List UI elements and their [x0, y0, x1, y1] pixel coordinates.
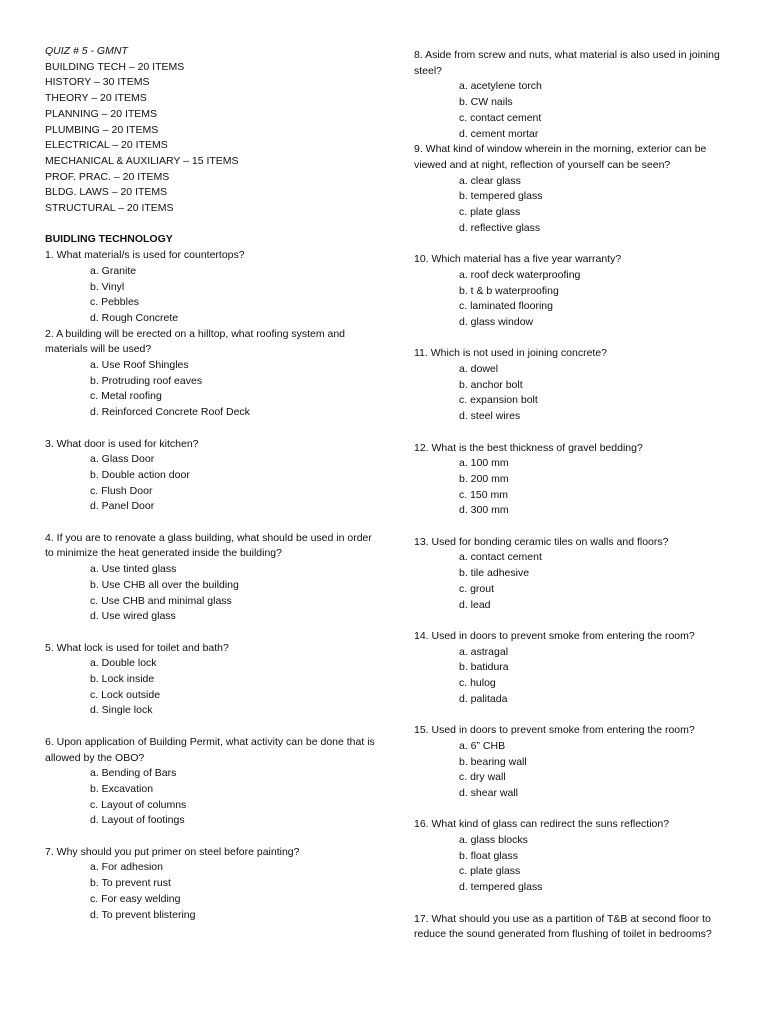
answer-option: b. To prevent rust [90, 877, 171, 890]
question-block [45, 845, 375, 924]
category-line: STRUCTURAL – 20 ITEMS [45, 202, 174, 215]
answer-option: c. Flush Door [90, 484, 153, 497]
answer-option: c. contact cement [459, 111, 542, 124]
question-text: 1. What material/s is used for countertops? [45, 249, 245, 262]
answer-option: a. acetylene torch [459, 80, 542, 93]
question-text: 6. Upon application of Building Permit, what activity can be done that is allowed by the OBO? [45, 735, 375, 764]
question-text: 8. Aside from screw and nuts, what material is also used in joining steel? [414, 49, 720, 77]
question-block [414, 629, 734, 708]
question-text: 14. Used in doors to prevent smoke from entering the room? [414, 629, 695, 642]
answer-option: d. shear wall [459, 786, 518, 799]
question-block [414, 346, 734, 425]
answer-option: b. batidura [459, 661, 509, 674]
answer-option: d. steel wires [459, 410, 521, 423]
question-block [414, 48, 734, 142]
question-text: 17. What should you use as a partition of T&B at second floor to reduce the sound generated from flushing of toilet in bedrooms? [414, 912, 712, 941]
answer-option: d. Panel Door [90, 500, 155, 513]
answer-option: d. lead [459, 598, 491, 611]
question-block [414, 723, 734, 802]
question-block [414, 142, 734, 236]
question-block [45, 531, 375, 625]
answer-option: b. Protruding roof eaves [90, 374, 203, 387]
answer-option: c. laminated flooring [459, 300, 553, 313]
answer-option: a. Glass Door [90, 453, 155, 466]
question-block [45, 437, 375, 516]
answer-option: a. glass blocks [459, 834, 528, 847]
answer-option: a. contact cement [459, 551, 542, 564]
category-line: BLDG. LAWS – 20 ITEMS [45, 186, 168, 199]
question-block [45, 735, 375, 829]
answer-option: a. Use Roof Shingles [90, 359, 189, 372]
answer-option: c. Metal roofing [90, 390, 162, 403]
answer-option: d. cement mortar [459, 127, 539, 140]
answer-option: c. For easy welding [90, 892, 181, 905]
question-text: 13. Used for bonding ceramic tiles on walls and floors? [414, 535, 669, 548]
answer-option: d. Rough Concrete [90, 311, 179, 324]
answer-option: d. Use wired glass [90, 610, 176, 623]
answer-option: d. Single lock [90, 704, 153, 717]
answer-option: d. Layout of footings [90, 814, 185, 827]
answer-option: b. anchor bolt [459, 378, 523, 391]
question-block [414, 912, 734, 943]
answer-option: a. Bending of Bars [90, 767, 177, 780]
right-column [414, 44, 734, 943]
question-text: 11. Which is not used in joining concrete? [414, 347, 607, 360]
answer-option: a. Double lock [90, 657, 157, 670]
answer-option: c. 150 mm [459, 488, 509, 501]
category-line: MECHANICAL & AUXILIARY – 15 ITEMS [45, 154, 239, 167]
answer-option: c. expansion bolt [459, 394, 538, 407]
answer-option: b. tempered glass [459, 190, 543, 203]
answer-option: b. Double action door [90, 468, 190, 481]
category-line: PLUMBING – 20 ITEMS [45, 123, 159, 136]
question-block [414, 535, 734, 614]
answer-option: d. reflective glass [459, 221, 541, 234]
answer-option: c. dry wall [459, 771, 506, 784]
answer-option: d. 300 mm [459, 504, 509, 517]
category-line: ELECTRICAL – 20 ITEMS [45, 139, 168, 152]
answer-option: a. 100 mm [459, 457, 509, 470]
answer-option: b. Excavation [90, 782, 154, 795]
category-line: THEORY – 20 ITEMS [45, 92, 147, 105]
question-block [45, 248, 375, 327]
answer-option: a. 6” CHB [459, 739, 506, 752]
question-text: 5. What lock is used for toilet and bath? [45, 641, 229, 654]
question-block [414, 817, 734, 896]
answer-option: c. plate glass [459, 206, 521, 219]
answer-option: b. tile adhesive [459, 567, 530, 580]
answer-option: a. astragal [459, 645, 509, 658]
question-text: 3. What door is used for kitchen? [45, 437, 199, 450]
answer-option: a. For adhesion [90, 861, 163, 874]
answer-option: c. plate glass [459, 865, 521, 878]
answer-option: a. Use tinted glass [90, 563, 177, 576]
answer-option: b. Lock inside [90, 673, 155, 686]
answer-option: d. Reinforced Concrete Roof Deck [90, 406, 250, 419]
question-text: 15. Used in doors to prevent smoke from entering the room? [414, 724, 695, 737]
answer-option: d. To prevent blistering [90, 908, 196, 921]
left-column [45, 44, 375, 923]
question-block [45, 641, 375, 720]
question-text: 16. What kind of glass can redirect the suns reflection? [414, 818, 670, 831]
answer-option: b. Vinyl [90, 280, 125, 293]
answer-option: a. dowel [459, 363, 499, 376]
section-title: BUIDLING TECHNOLOGY [45, 233, 173, 246]
answer-option: d. glass window [459, 315, 534, 328]
question-block [414, 252, 734, 331]
question-text: 7. Why should you put primer on steel before painting? [45, 845, 300, 858]
question-text: 2. A building will be erected on a hilltop, what roofing system and materials will be used? [45, 327, 346, 356]
quiz-title: QUIZ # 5 - GMNT [45, 45, 128, 57]
category-line: BUILDING TECH – 20 ITEMS [45, 60, 185, 73]
question-text: 9. What kind of window wherein in the morning, exterior can be viewed and at night, reflection of yourself can be seen? [414, 143, 707, 171]
answer-option: c. Use CHB and minimal glass [90, 594, 232, 607]
answer-option: c. Layout of columns [90, 798, 187, 811]
answer-option: b. Use CHB all over the building [90, 578, 239, 591]
category-line: PROF. PRAC. – 20 ITEMS [45, 170, 170, 183]
category-line: PLANNING – 20 ITEMS [45, 107, 158, 120]
answer-option: b. CW nails [459, 96, 513, 109]
question-block [414, 441, 734, 520]
answer-option: d. palitada [459, 692, 508, 705]
answer-option: b. float glass [459, 849, 518, 862]
category-line: HISTORY – 30 ITEMS [45, 76, 150, 89]
answer-option: b. t & b waterproofing [459, 284, 559, 297]
answer-option: a. clear glass [459, 174, 521, 187]
question-text: 10. Which material has a five year warranty? [414, 253, 622, 266]
answer-option: c. hulog [459, 677, 496, 690]
answer-option: b. bearing wall [459, 755, 527, 768]
question-block [45, 327, 375, 421]
question-text: 12. What is the best thickness of gravel bedding? [414, 441, 643, 454]
answer-option: c. grout [459, 582, 495, 595]
question-text: 4. If you are to renovate a glass building, what should be used in order to minimize the heat generated inside the building? [45, 531, 372, 560]
answer-option: c. Pebbles [90, 296, 140, 309]
answer-option: a. Granite [90, 264, 137, 277]
answer-option: b. 200 mm [459, 472, 509, 485]
answer-option: c. Lock outside [90, 688, 161, 701]
answer-option: a. roof deck waterproofing [459, 268, 581, 281]
answer-option: d. tempered glass [459, 881, 543, 894]
